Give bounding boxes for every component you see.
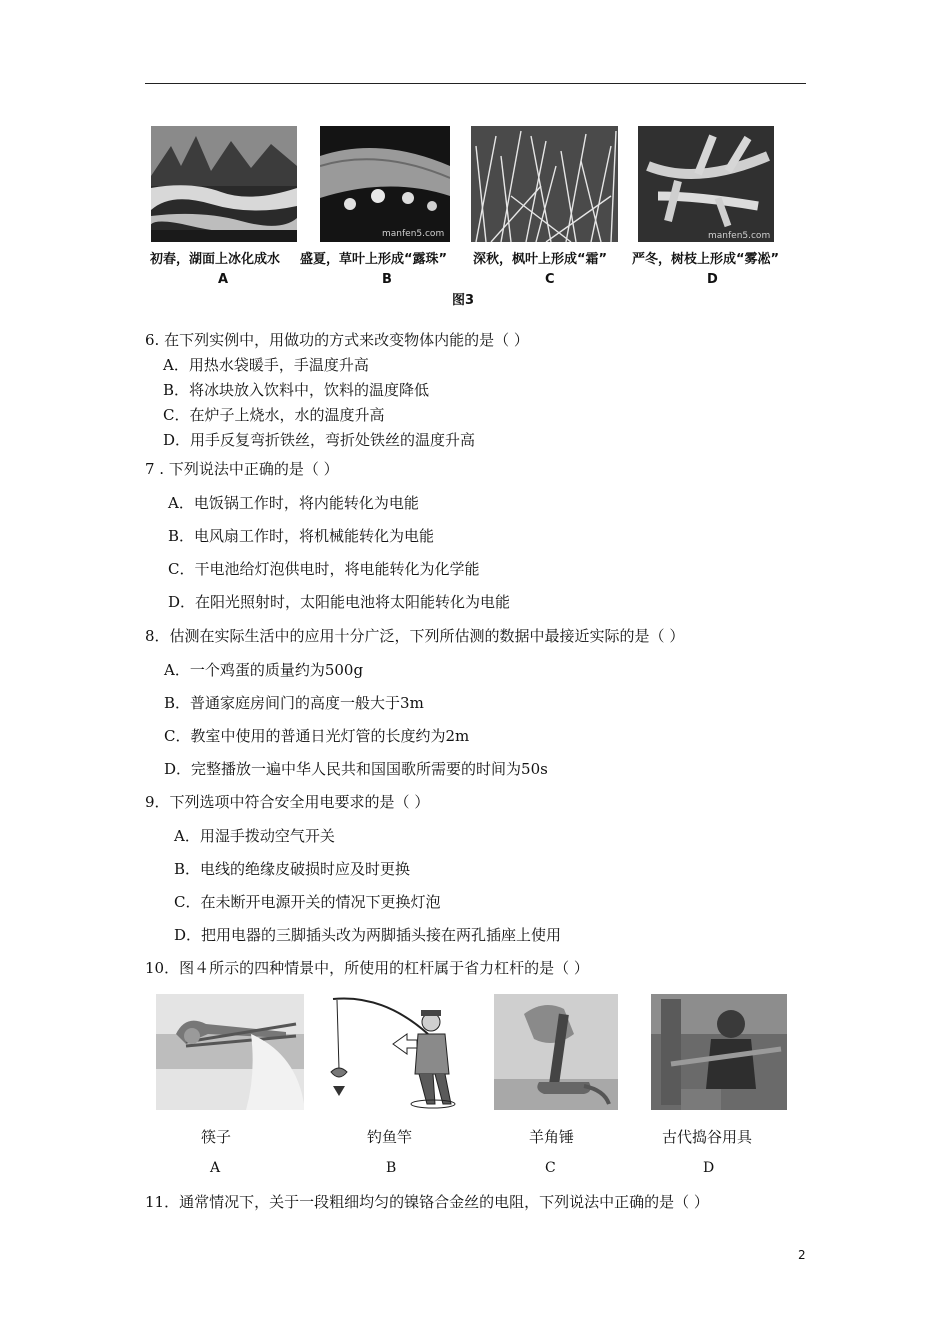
q9-option-c: C．在未断开电源开关的情况下更换灯泡 [174,893,441,911]
q8-stem: 8．估测在实际生活中的应用十分广泛，下列所估测的数据中最接近实际的是（ ） [145,627,685,645]
photo-frost-on-grass [471,126,618,242]
fig3-caption-d: 严冬，树枝上形成“雾凇” [632,252,780,267]
photo-rime-on-branch [638,126,774,242]
q6-option-d: D．用手反复弯折铁丝，弯折处铁丝的温度升高 [163,431,476,449]
q8-option-d: D．完整播放一遍中华人民共和国国歌所需要的时间为50s [164,760,548,778]
q8-option-c: C．教室中使用的普通日光灯管的长度约为2m [164,727,470,745]
fig4-letter-c: C [545,1160,556,1176]
fig4-caption-d: 古代捣谷用具 [662,1128,753,1146]
fig4-caption-b: 钓鱼竿 [367,1128,413,1146]
q8-option-a: A．一个鸡蛋的质量约为500g [164,661,364,679]
q6-option-a: A．用热水袋暖手，手温度升高 [163,356,369,374]
header-rule [145,83,806,84]
fig3-caption-c: 深秋，枫叶上形成“霜” [473,252,608,267]
q7-option-d: D．在阳光照射时，太阳能电池将太阳能转化为电能 [168,593,511,611]
fig3-caption-a: 初春，湖面上冰化成水 [150,252,281,267]
fig4-caption-a: 筷子 [201,1128,232,1146]
q9-option-a: A．用湿手拨动空气开关 [174,827,335,845]
fig3-letter-c: C [545,272,555,287]
q7-option-c: C．干电池给灯泡供电时，将电能转化为化学能 [168,560,480,578]
watermark-b: manfen5.com [382,229,445,239]
fig4-letter-b: B [386,1160,397,1176]
photo-chopsticks [156,994,304,1110]
q7-option-a: A．电饭锅工作时，将内能转化为电能 [168,494,419,512]
fig3-letter-d: D [707,272,718,287]
q11-stem: 11．通常情况下，关于一段粗细均匀的镍铬合金丝的电阻，下列说法中正确的是（ ） [145,1193,709,1211]
q10-stem: 10．图４所示的四种情景中，所使用的杠杆属于省力杠杆的是（ ） [145,959,589,977]
fig4-letter-a: A [210,1160,221,1176]
q6-option-b: B．将冰块放入饮料中，饮料的温度降低 [163,381,430,399]
q9-option-d: D．把用电器的三脚插头改为两脚插头接在两孔插座上使用 [174,926,562,944]
fig3-caption-b: 盛夏，草叶上形成“露珠” [300,252,448,267]
illustration-fishing-rod [323,994,461,1110]
watermark-d: manfen5.com [708,231,771,241]
fig3-letter-a: A [218,272,229,287]
q9-stem: 9．下列选项中符合安全用电要求的是（ ） [145,793,430,811]
fig3-letter-b: B [382,272,392,287]
fig4-caption-c: 羊角锤 [529,1128,575,1146]
page-number: 2 [798,1248,806,1262]
photo-ancient-grain-pounder [651,994,787,1110]
photo-dew-on-leaf [320,126,450,242]
q7-option-b: B．电风扇工作时，将机械能转化为电能 [168,527,435,545]
photo-ice-melting [151,126,297,242]
q8-option-b: B．普通家庭房间门的高度一般大于3m [164,694,424,712]
fig4-letter-d: D [703,1160,715,1176]
photo-claw-hammer [494,994,618,1110]
fig3-title: 图3 [452,293,475,308]
q6-stem: 6. 在下列实例中，用做功的方式来改变物体内能的是（ ） [145,331,529,349]
q9-option-b: B．电线的绝缘皮破损时应及时更换 [174,860,411,878]
q6-option-c: C．在炉子上烧水，水的温度升高 [163,406,385,424]
q7-stem: 7 . 下列说法中正确的是（ ） [145,460,339,478]
